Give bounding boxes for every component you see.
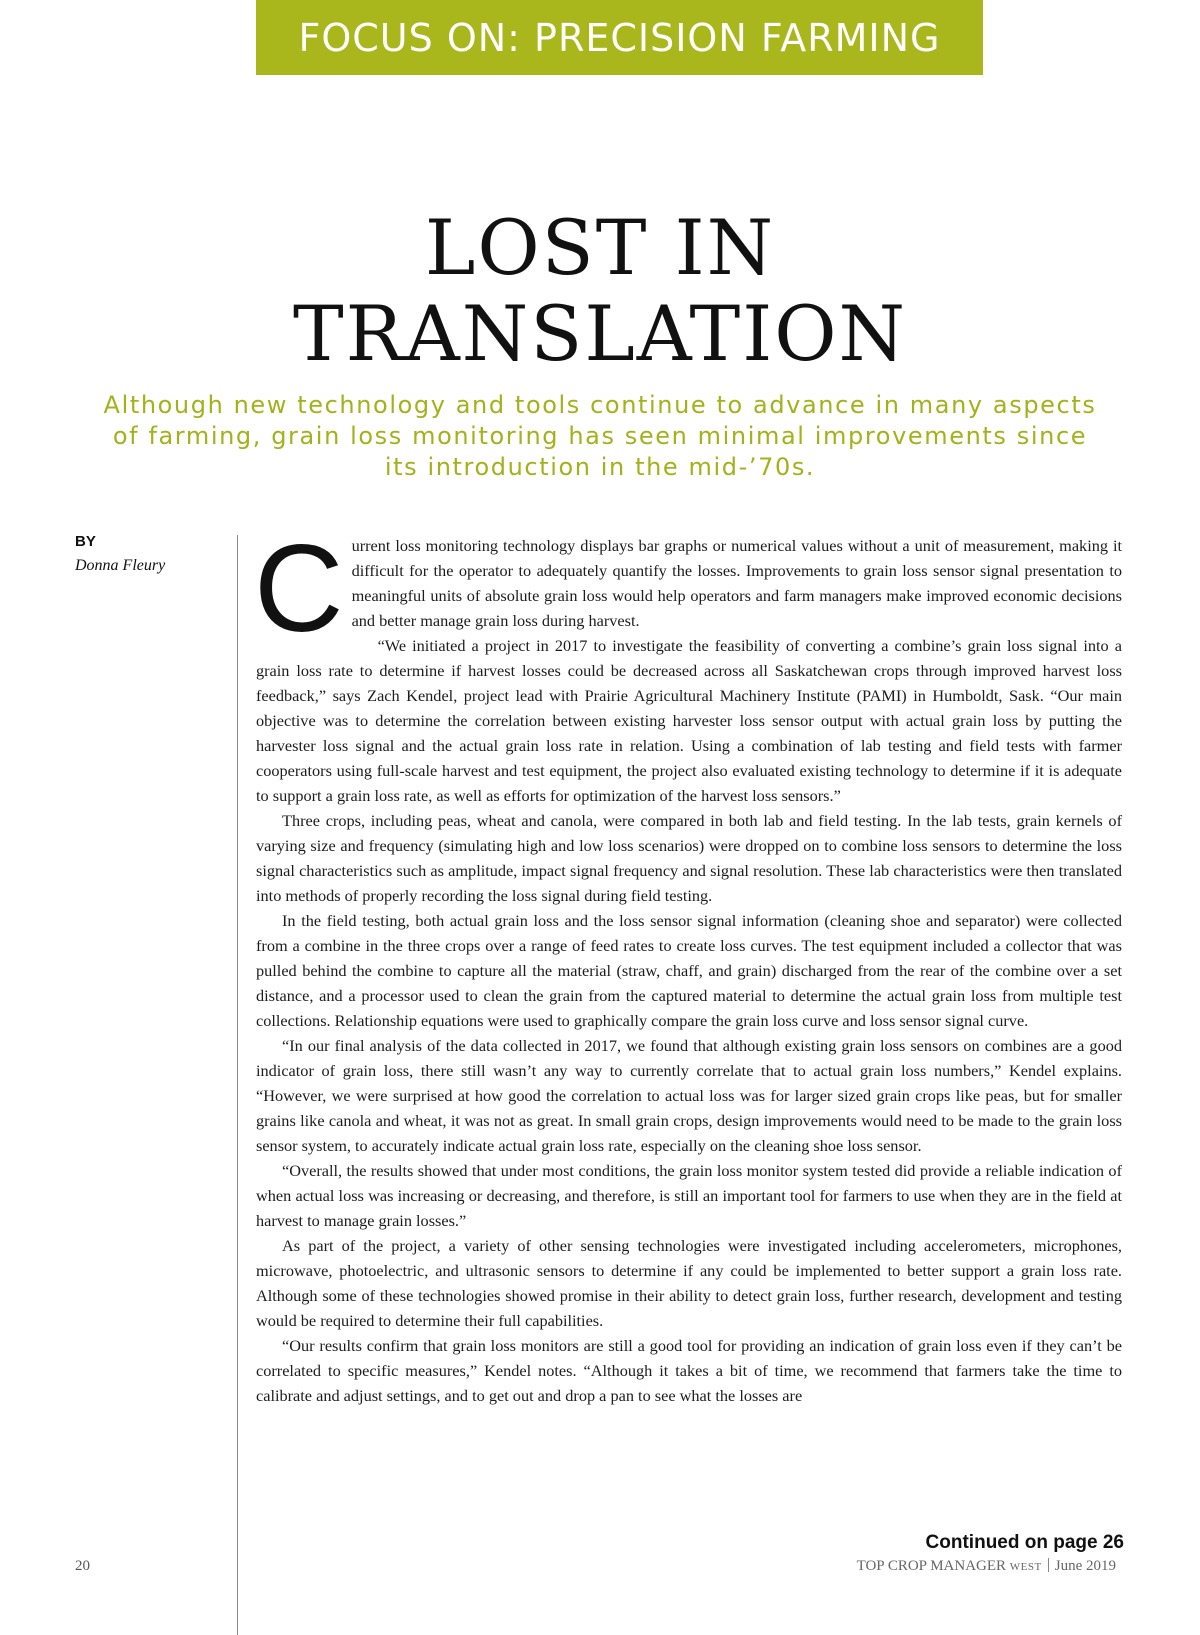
publication-name: TOP CROP MANAGER bbox=[856, 1558, 1007, 1574]
column-rule bbox=[237, 535, 238, 1635]
byline-label: BY bbox=[75, 533, 96, 550]
footer-publication bbox=[857, 1558, 1116, 1575]
deck: Although new technology and tools continue to advance in many aspects of farming, grain loss monitoring has seen minimal improvements since its introduction in the mid-’70s. bbox=[103, 391, 1097, 481]
section-banner-label: FOCUS ON: PRECISION FARMING bbox=[298, 15, 941, 60]
article-paragraph: In the field testing, both actual grain loss and the loss sensor signal information (cleaning shoe and separator) were collected from a combine in the three crops over a range of feed rates to create loss curves. The test equipment included a collector that was pulled behind the combine to capture all the material (straw, chaff, and grain) discharged from the rear of the combine over a set distance, and a processor used to clean the grain from the captured material to determine the actual grain loss from multiple test collections. Relationship equations were used to graphically compare the grain loss curve and loss sensor signal curve. bbox=[256, 911, 1122, 1030]
headline bbox=[0, 205, 1200, 377]
section-banner bbox=[256, 0, 983, 75]
article-paragraph: “We initiated a project in 2017 to investigate the feasibility of converting a combine’s grain loss signal into a grain loss rate to determine if harvest losses could be decreased across all Saskatchewan crops through improved harvest loss feedback,” says Zach Kendel, project lead with Prairie Agricultural Machinery Institute (PAMI) in Humboldt, Sask. “Our main objective was to determine the correlation between existing harvester loss sensor output with actual grain loss by putting the harvester loss signal and the actual grain loss rate in relation. Using a combination of lab testing and field tests with farmer cooperators using full-scale harvest and test equipment, the project also evaluated existing technology to determine if it is adequate to support a grain loss rate, as well as efforts for optimization of the harvest loss sensors.” bbox=[256, 636, 1122, 805]
article-paragraph: As part of the project, a variety of other sensing technologies were investigated including accelerometers, microphones, microwave, photoelectric, and ultrasonic sensors to determine if any could be implemented to better support a grain loss rate. Although some of these technologies showed promise in their ability to detect grain loss, further research, development and testing would be required to determine their full capabilities. bbox=[256, 1236, 1122, 1330]
headline-line-2: TRANSLATION bbox=[292, 289, 908, 378]
issue-date: June 2019 bbox=[1054, 1558, 1116, 1574]
byline-author: Donna Fleury bbox=[75, 557, 166, 574]
article-paragraph: Three crops, including peas, wheat and canola, were compared in both lab and field testing. In the lab tests, grain kernels of varying size and frequency (simulating high and low loss scenarios) were dropped on to combine loss sensors to determine the loss signal characteristics such as amplitude, impact signal frequency and signal resolution. These lab characteristics were then translated into methods of properly recording the loss signal during field testing. bbox=[256, 811, 1122, 905]
article-body bbox=[254, 520, 1122, 1408]
article-paragraph bbox=[254, 520, 1122, 658]
article-paragraph: “Our results confirm that grain loss monitors are still a good tool for providing an indication of grain loss even if they can’t be correlated to specific measures,” Kendel notes. “Although it takes a bit of time, we recommend that farmers take the time to calibrate and adjust settings, and to get out and drop a pan to see what the losses are bbox=[256, 1336, 1122, 1405]
article-paragraph: “Overall, the results showed that under most conditions, the grain loss monitor system tested did provide a reliable indication of when actual loss was increasing or decreasing, and therefore, is still an important tool for farmers to use when they are in the field at harvest to manage grain losses.” bbox=[256, 1161, 1122, 1230]
paragraph-text: urrent loss monitoring technology displays bar graphs or numerical values without a unit of measurement, making it difficult for the operator to adequately quantify the losses. Improvements to grain loss sensor signal presentation to meaningful units of absolute grain loss would help operators and farm managers make improved economic decisions and better manage grain loss during harvest. bbox=[351, 536, 1122, 630]
footer-divider bbox=[1048, 1558, 1049, 1572]
page-number: 20 bbox=[75, 1558, 90, 1574]
publication-edition: WEST bbox=[1009, 1561, 1042, 1573]
drop-cap: C bbox=[254, 520, 344, 658]
headline-line-1: LOST IN bbox=[424, 203, 776, 292]
continued-link[interactable]: Continued on page 26 bbox=[925, 1532, 1124, 1553]
article-paragraph: “In our final analysis of the data collected in 2017, we found that although existing grain loss sensors on combines are a good indicator of grain loss, there still wasn’t any way to currently correlate that to actual grain loss numbers,” Kendel explains. “However, we were surprised at how good the correlation to actual loss was for larger sized grain crops like peas, but for smaller grains like canola and wheat, it was not as great. In small grain crops, design improvements would need to be made to the grain loss sensor system, to accurately indicate actual grain loss rate, especially on the cleaning shoe loss sensor. bbox=[256, 1036, 1122, 1155]
